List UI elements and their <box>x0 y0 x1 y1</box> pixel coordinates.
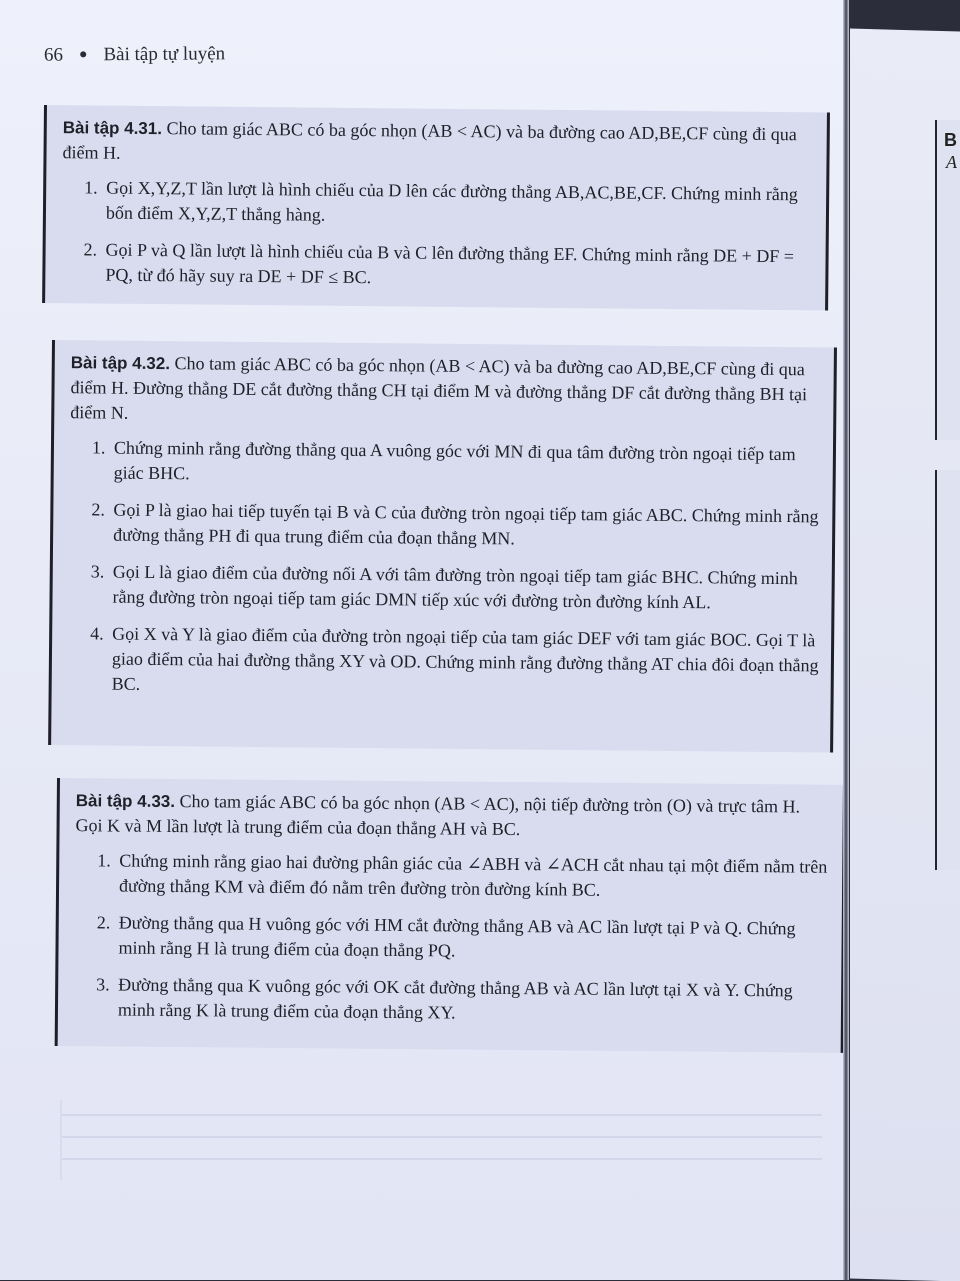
page-number: 66 <box>43 44 64 66</box>
bullet-icon: ● <box>78 47 88 63</box>
bleed-through-text <box>60 1100 822 1180</box>
exercise-item: 2. Gọi P là giao hai tiếp tuyến tại B và C của đường tròn ngoại tiếp tam giác ABC. Chứng minh rằng đường thẳng PH đi qua trung điểm của đoạn thẳng MN. <box>109 498 820 555</box>
adjacent-page-letter: B <box>944 130 957 150</box>
exercise-intro <box>70 350 822 432</box>
exercise-item: 1. Chứng minh rằng giao hai đường phân giác của ∠ABH và ∠ACH cắt nhau tại một điểm nằm trên đường thẳng KM và điểm đó nằm trên đường tròn đường kính BC. <box>115 849 830 905</box>
exercise-item: 1. Gọi X,Y,Z,T lần lượt là hình chiếu của D lên các đường thẳng AB,AC,BE,CF. Chứng minh rằng bốn điểm X,Y,Z,T thẳng hàng. <box>102 176 814 233</box>
exercise-item: 4. Gọi X và Y là giao điểm của đường tròn ngoại tiếp của tam giác DEF với tam giác BOC. Gọi T là giao điểm của hai đường thẳng XY và OD. Chứng minh rằng đường thẳng AT chia đôi đoạn thẳng BC. <box>108 622 820 704</box>
exercise-4-32 <box>48 340 837 753</box>
exercise-items <box>61 175 814 294</box>
exercise-intro <box>62 115 814 172</box>
exercise-text: Cho tam giác ABC có ba góc nhọn (AB < AC), nội tiếp đường tròn (O) và trực tâm H. Gọi K và M lần lượt là trung điểm của đoạn thẳng AH và BC. <box>75 791 801 840</box>
adjacent-page-box <box>935 470 960 870</box>
exercise-item: 1. Chứng minh rằng đường thẳng qua A vuông góc với MN đi qua tâm đường tròn ngoại tiếp tam giác BHC. <box>110 436 821 493</box>
exercise-items <box>74 848 830 1029</box>
exercise-title: Bài tập 4.31. <box>62 118 163 139</box>
exercise-4-33 <box>55 778 846 1053</box>
exercise-item: 3. Đường thẳng qua K vuông góc với OK cắt đường thẳng AB và AC lần lượt tại X và Y. Chứng minh rằng K là trung điểm của đoạn thẳng XY. <box>114 973 829 1029</box>
exercise-text: Cho tam giác ABC có ba góc nhọn (AB < AC) và ba đường cao AD,BE,CF cùng đi qua điểm H. Đường thẳng DE cắt đường thẳng CH tại điểm M và đường thẳng DF cắt đường thẳng BH tại điểm N. <box>70 353 808 423</box>
exercise-title: Bài tập 4.33. <box>75 791 176 812</box>
exercise-item: 2. Gọi P và Q lần lượt là hình chiếu của B và C lên đường thẳng EF. Chứng minh rằng DE + DF = PQ, từ đó hãy suy ra DE + DF ≤ BC. <box>101 238 813 295</box>
exercise-items <box>68 435 821 703</box>
page-header <box>44 43 225 66</box>
section-title: Bài tập tự luyện <box>103 43 226 66</box>
exercise-intro <box>75 788 830 845</box>
exercise-item: 3. Gọi L là giao điểm của đường nối A với tâm đường tròn ngoại tiếp tam giác BHC. Chứng minh rằng đường tròn ngoại tiếp tam giác DMN tiếp xúc với đường tròn đường kính AL. <box>108 560 819 617</box>
book-spine-crease <box>843 0 849 1280</box>
exercise-title: Bài tập 4.32. <box>70 353 171 374</box>
exercise-4-31 <box>42 105 830 311</box>
exercise-text: Cho tam giác ABC có ba góc nhọn (AB < AC) và ba đường cao AD,BE,CF cùng đi qua điểm H. <box>62 118 797 163</box>
adjacent-page-letter: A <box>946 152 957 172</box>
exercise-item: 2. Đường thẳng qua H vuông góc với HM cắt đường thẳng AB và AC lần lượt tại P và Q. Chứng minh rằng H là trung điểm của đoạn thẳng PQ. <box>114 911 829 967</box>
